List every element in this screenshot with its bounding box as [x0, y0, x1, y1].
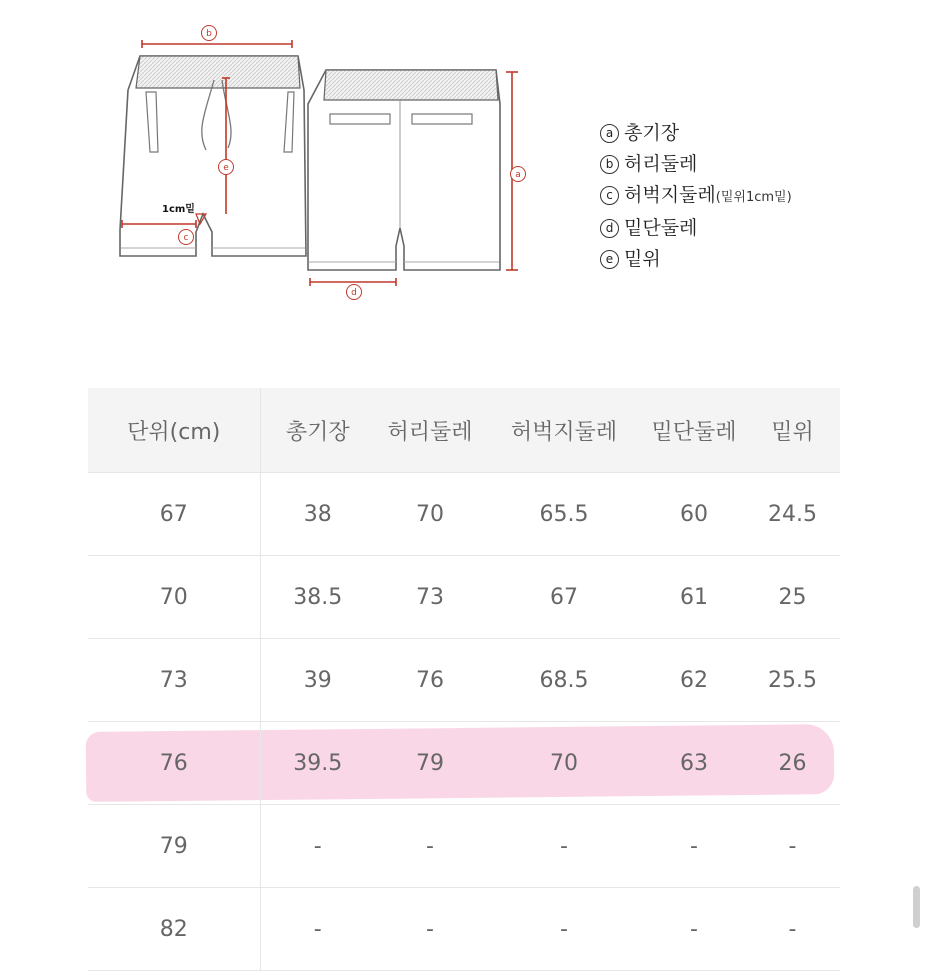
legend-item-b [600, 149, 792, 180]
table-row [88, 805, 840, 888]
legend-item-c [600, 180, 792, 213]
table-cell: 24.5 [745, 473, 840, 556]
dim-label-d: d [351, 288, 357, 298]
table-row [88, 639, 840, 722]
header-thigh: 허벅지둘레 [485, 388, 643, 473]
legend-symbol: c [600, 186, 619, 205]
back-shorts-drawing [308, 70, 500, 270]
size-cell: 70 [88, 556, 260, 639]
legend-symbol: e [600, 250, 619, 269]
table-row [88, 556, 840, 639]
dimension-a [506, 72, 526, 270]
table-cell: - [375, 805, 485, 888]
header-unit: 단위(cm) [88, 388, 260, 473]
dim-label-a: a [515, 170, 521, 180]
table-cell: 61 [643, 556, 745, 639]
rise-note: 1cm밑 [162, 204, 195, 215]
table-cell: - [745, 888, 840, 971]
table-header-row [88, 388, 840, 473]
legend-item-e [600, 244, 792, 275]
table-cell: 39.5 [260, 722, 375, 805]
front-shorts-drawing [120, 56, 306, 256]
dim-label-b: b [206, 29, 212, 39]
table-cell: 79 [375, 722, 485, 805]
table-cell: 25.5 [745, 639, 840, 722]
header-hem: 밑단둘레 [643, 388, 745, 473]
legend-item-a [600, 118, 792, 149]
table-cell: - [643, 805, 745, 888]
table-cell: - [643, 888, 745, 971]
table-cell: 65.5 [485, 473, 643, 556]
table-cell: 60 [643, 473, 745, 556]
table-cell: - [260, 888, 375, 971]
table-cell: 70 [375, 473, 485, 556]
legend-symbol: a [600, 124, 619, 143]
dimension-b [142, 26, 292, 49]
table-cell: - [260, 805, 375, 888]
size-table [88, 388, 840, 971]
scrollbar-thumb[interactable] [913, 886, 920, 928]
table-cell: 67 [485, 556, 643, 639]
size-cell: 76 [88, 722, 260, 805]
table-cell: 38.5 [260, 556, 375, 639]
size-cell: 79 [88, 805, 260, 888]
legend-item-d [600, 213, 792, 244]
table-cell: 73 [375, 556, 485, 639]
header-waist: 허리둘레 [375, 388, 485, 473]
table-cell: - [375, 888, 485, 971]
table-cell: - [745, 805, 840, 888]
legend-symbol: d [600, 219, 619, 238]
table-cell: 63 [643, 722, 745, 805]
table-cell: 62 [643, 639, 745, 722]
size-cell: 82 [88, 888, 260, 971]
measurement-legend [600, 118, 792, 275]
table-row [88, 473, 840, 556]
table-cell: 76 [375, 639, 485, 722]
table-row-highlighted [88, 722, 840, 805]
table-cell: 25 [745, 556, 840, 639]
table-row [88, 888, 840, 971]
table-cell: 38 [260, 473, 375, 556]
table-cell: 68.5 [485, 639, 643, 722]
size-cell: 67 [88, 473, 260, 556]
legend-label: 밑단둘레 [624, 217, 698, 239]
table-cell: 39 [260, 639, 375, 722]
legend-note: (밑위1cm밑) [715, 190, 792, 205]
legend-label: 밑위 [624, 248, 661, 270]
table-cell: - [485, 805, 643, 888]
table-cell: - [485, 888, 643, 971]
dimension-d [310, 278, 396, 300]
size-cell: 73 [88, 639, 260, 722]
dim-label-c: c [183, 233, 189, 243]
legend-label: 총기장 [624, 122, 680, 144]
table-cell: 26 [745, 722, 840, 805]
legend-label: 허벅지둘레 [624, 184, 716, 206]
legend-label: 허리둘레 [624, 153, 698, 175]
dim-label-e: e [223, 163, 229, 173]
header-rise: 밑위 [745, 388, 840, 473]
table-cell: 70 [485, 722, 643, 805]
legend-symbol: b [600, 155, 619, 174]
header-total-length: 총기장 [260, 388, 375, 473]
